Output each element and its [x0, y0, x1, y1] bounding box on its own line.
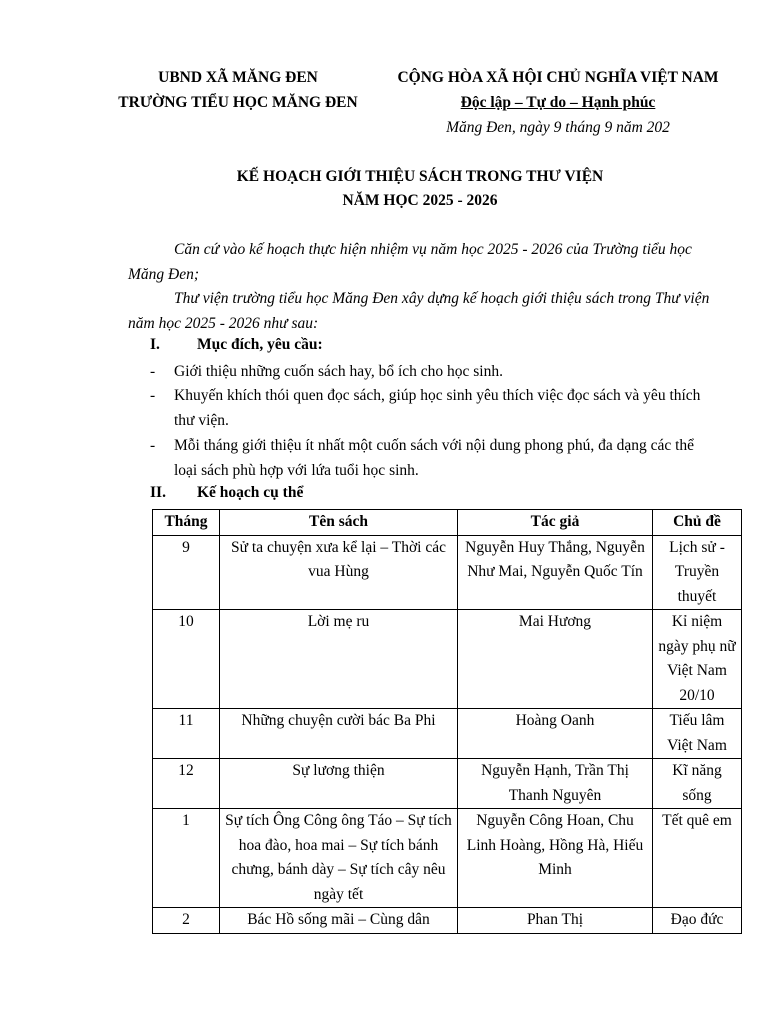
- school-name: TRƯỜNG TIỂU HỌC MĂNG ĐEN: [118, 94, 358, 111]
- table-row: [153, 709, 742, 759]
- cell-author: Nguyễn Huy Thắng, Nguyễn Như Mai, Nguyễn Quốc Tín: [458, 535, 653, 610]
- bullet-text: Mỗi tháng giới thiệu ít nhất một cuốn sách với nội dung phong phú, đa dạng các thể loại sách phù hợp với lứa tuổi học sinh.: [174, 437, 695, 479]
- cell-month: 9: [153, 535, 220, 610]
- cell-topic: Tiếu lâm Việt Nam: [653, 709, 742, 759]
- table-row: [153, 535, 742, 610]
- cell-author: Hoàng Oanh: [458, 709, 653, 759]
- bullet-dash: -: [150, 437, 156, 454]
- national-title: CỘNG HÒA XÃ HỘI CHỦ NGHĨA VIỆT NAM: [397, 69, 719, 86]
- document-subtitle: NĂM HỌC 2025 - 2026: [342, 192, 498, 209]
- cell-month: 12: [153, 759, 220, 809]
- cell-author: Mai Hương: [458, 610, 653, 709]
- cell-topic: Lịch sử - Truyền thuyết: [653, 535, 742, 610]
- agency-name: UBND XÃ MĂNG ĐEN: [158, 69, 318, 86]
- cell-topic: Tết quê em: [653, 809, 742, 908]
- document-title: KẾ HOẠCH GIỚI THIỆU SÁCH TRONG THƯ VIỆN: [236, 168, 604, 185]
- bullet-text: Khuyến khích thói quen đọc sách, giúp học sinh yêu thích việc đọc sách và yêu thích thư viện.: [174, 387, 701, 429]
- bullet-item: [150, 434, 720, 483]
- cell-book-title: Lời mẹ ru: [220, 610, 458, 709]
- bullet-text: Giới thiệu những cuốn sách hay, bổ ích cho học sinh.: [174, 363, 503, 380]
- cell-author: Phan Thị: [458, 908, 653, 934]
- table-row: [153, 908, 742, 934]
- bullet-dash: -: [150, 363, 156, 380]
- cell-book-title: Những chuyện cười bác Ba Phi: [220, 709, 458, 759]
- cell-book-title: Sự tích Ông Công ông Táo – Sự tích hoa đào, hoa mai – Sự tích bánh chưng, bánh dày – Sự tích cây nêu ngày tết: [220, 809, 458, 908]
- cell-author: Nguyễn Công Hoan, Chu Linh Hoàng, Hồng Hà, Hiếu Minh: [458, 809, 653, 908]
- bullet-dash: -: [150, 387, 156, 404]
- cell-month: 1: [153, 809, 220, 908]
- table-row: [153, 809, 742, 908]
- cell-month: 2: [153, 908, 220, 934]
- header-month: Tháng: [153, 510, 220, 536]
- header-book-title: Tên sách: [220, 510, 458, 536]
- intro-paragraph-1: [128, 238, 718, 287]
- header-topic: Chủ đề: [653, 510, 742, 536]
- table-header-row: [153, 510, 742, 536]
- cell-book-title: Sử ta chuyện xưa kể lại – Thời các vua Hùng: [220, 535, 458, 610]
- cell-author: Nguyễn Hạnh, Trần Thị Thanh Nguyên: [458, 759, 653, 809]
- cell-book-title: Sự lương thiện: [220, 759, 458, 809]
- book-plan-table: [152, 509, 742, 934]
- cell-month: 10: [153, 610, 220, 709]
- table-row: [153, 759, 742, 809]
- section-2-number: II.: [150, 484, 166, 501]
- intro-paragraph-2: [128, 287, 718, 336]
- intro-text-1: Căn cứ vào kế hoạch thực hiện nhiệm vụ năm học 2025 - 2026 của Trường tiểu học Măng Đen;: [128, 241, 692, 283]
- section-1-heading: Mục đích, yêu cầu:: [197, 336, 323, 353]
- cell-topic: Đạo đức: [653, 908, 742, 934]
- intro-text-2: Thư viện trường tiểu học Măng Đen xây dựng kế hoạch giới thiệu sách trong Thư viện năm học 2025 - 2026 như sau:: [128, 290, 710, 332]
- cell-month: 11: [153, 709, 220, 759]
- date-line: Măng Đen, ngày 9 tháng 9 năm 202: [446, 119, 670, 136]
- table-row: [153, 610, 742, 709]
- cell-topic: Kĩ năng sống: [653, 759, 742, 809]
- cell-topic: Kỉ niệm ngày phụ nữ Việt Nam 20/10: [653, 610, 742, 709]
- section-2-heading: Kế hoạch cụ thể: [197, 484, 304, 501]
- section-1-number: I.: [150, 336, 160, 353]
- bullet-item: [150, 384, 720, 433]
- national-motto: Độc lập – Tự do – Hạnh phúc: [460, 94, 656, 111]
- bullet-item: [150, 360, 720, 385]
- cell-book-title: Bác Hồ sống mãi – Cùng dân: [220, 908, 458, 934]
- header-author: Tác giả: [458, 510, 653, 536]
